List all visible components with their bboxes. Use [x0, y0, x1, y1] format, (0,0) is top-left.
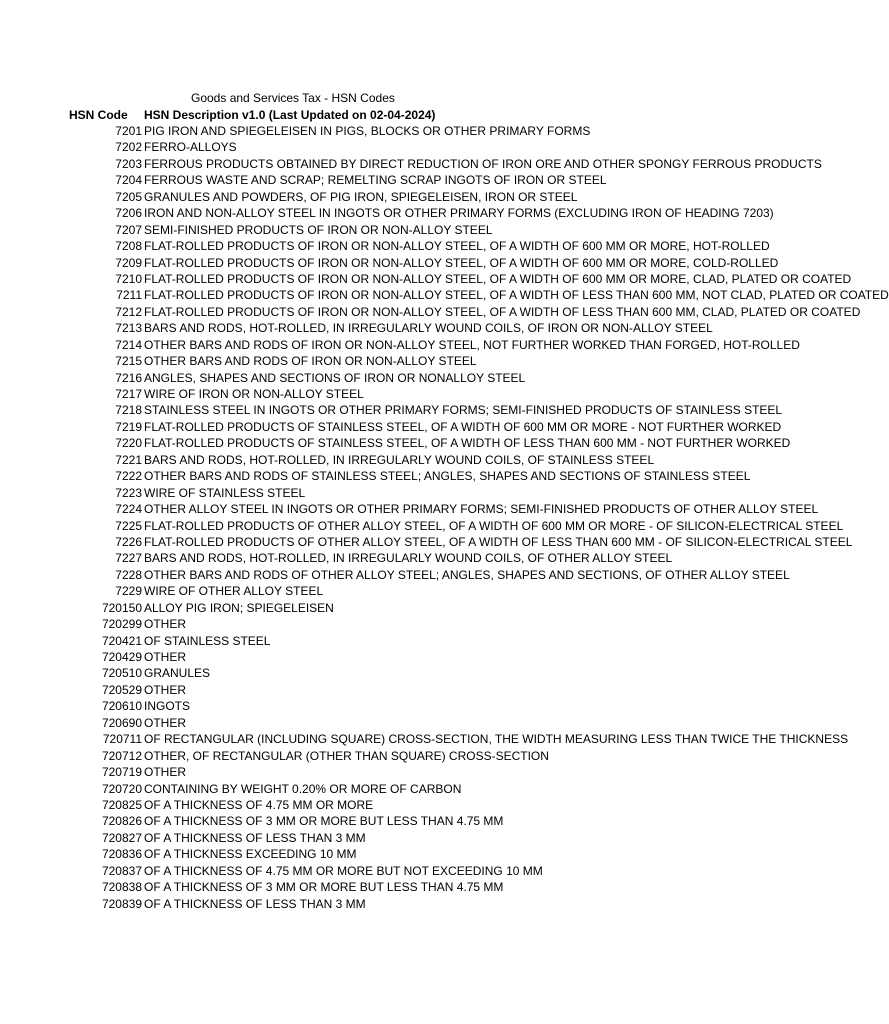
- hsn-code-cell: 7222: [115, 469, 142, 484]
- hsn-code-cell: 720720: [101, 781, 142, 796]
- table-row: [0, 468, 768, 484]
- hsn-code-cell: 7226: [115, 534, 142, 549]
- table-row: [0, 205, 774, 221]
- hsn-code-cell: 7218: [115, 403, 142, 418]
- table-row: [0, 813, 768, 829]
- hsn-code-cell: 720719: [101, 765, 142, 780]
- hsn-code-cell: 7210: [115, 271, 142, 286]
- hsn-description-cell: ANGLES, SHAPES AND SECTIONS OF IRON OR NONALLOY STEEL: [144, 370, 526, 385]
- table-row: [0, 337, 800, 353]
- table-row: [0, 633, 768, 649]
- hsn-description-cell: WIRE OF STAINLESS STEEL: [144, 485, 306, 500]
- table-row: [0, 353, 768, 369]
- hsn-description-cell: OF A THICKNESS OF 3 MM OR MORE BUT LESS THAN 4.75 MM: [144, 880, 504, 895]
- hsn-description-cell: OF A THICKNESS EXCEEDING 10 MM: [144, 847, 357, 862]
- table-row: [0, 320, 768, 336]
- hsn-description-cell: BARS AND RODS, HOT-ROLLED, IN IRREGULARLY WOUND COILS, OF STAINLESS STEEL: [144, 452, 655, 467]
- hsn-code-cell: 7203: [115, 156, 142, 171]
- table-row: [0, 402, 783, 418]
- hsn-code-cell: 7227: [115, 551, 142, 566]
- table-row: [0, 583, 768, 599]
- hsn-description-cell: INGOTS: [144, 699, 191, 714]
- table-row: [0, 682, 768, 698]
- hsn-description-cell: FLAT-ROLLED PRODUCTS OF IRON OR NON-ALLOY STEEL, OF A WIDTH OF 600 MM OR MORE, COLD-ROLLED: [144, 255, 779, 270]
- hsn-description-cell: WIRE OF OTHER ALLOY STEEL: [144, 584, 324, 599]
- table-row: [0, 485, 768, 501]
- table-header: [0, 107, 768, 123]
- table-row: [0, 139, 768, 155]
- hsn-description-cell: FERRO-ALLOYS: [144, 140, 237, 155]
- table-row: [0, 304, 861, 320]
- table-row: [0, 501, 819, 517]
- hsn-description-cell: OTHER ALLOY STEEL IN INGOTS OR OTHER PRIMARY FORMS; SEMI-FINISHED PRODUCTS OF OTHER ALLOY STEEL: [144, 502, 819, 517]
- hsn-description-cell: OF RECTANGULAR (INCLUDING SQUARE) CROSS-SECTION, THE WIDTH MEASURING LESS THAN TWICE THE THICKNESS: [144, 732, 849, 747]
- hsn-code-cell: 7211: [116, 288, 142, 303]
- hsn-code-cell: 7215: [115, 354, 142, 369]
- table-row: [0, 452, 768, 468]
- table-row: [0, 616, 768, 632]
- hsn-code-cell: 7206: [115, 206, 142, 221]
- hsn-description-cell: OF A THICKNESS OF 3 MM OR MORE BUT LESS THAN 4.75 MM: [144, 814, 504, 829]
- hsn-code-cell: 7212: [115, 304, 142, 319]
- table-row: [0, 189, 768, 205]
- table-row: [0, 600, 768, 616]
- hsn-code-cell: 720836: [101, 847, 142, 862]
- table-row: [0, 156, 822, 172]
- hsn-description-cell: FERROUS WASTE AND SCRAP; REMELTING SCRAP INGOTS OF IRON OR STEEL: [144, 173, 607, 188]
- hsn-code-cell: 720529: [101, 682, 142, 697]
- hsn-description-cell: FLAT-ROLLED PRODUCTS OF IRON OR NON-ALLOY STEEL, OF A WIDTH OF LESS THAN 600 MM, CLAD, PLATED OR COATED: [144, 304, 861, 319]
- hsn-description-cell: OTHER BARS AND RODS OF IRON OR NON-ALLOY STEEL: [144, 354, 477, 369]
- hsn-description-cell: OTHER: [144, 715, 186, 730]
- hsn-description-cell: OF A THICKNESS OF 4.75 MM OR MORE BUT NOT EXCEEDING 10 MM: [144, 863, 543, 878]
- hsn-code-cell: 720839: [101, 896, 142, 911]
- hsn-code-cell: 7220: [115, 436, 142, 451]
- hsn-description-cell: WIRE OF IRON OR NON-ALLOY STEEL: [144, 387, 364, 401]
- hsn-code-cell: 720712: [101, 748, 142, 763]
- hsn-description-cell: STAINLESS STEEL IN INGOTS OR OTHER PRIMARY FORMS; SEMI-FINISHED PRODUCTS OF STAINLESS STEEL: [144, 403, 783, 418]
- hsn-code-cell: 7213: [115, 321, 142, 336]
- hsn-code-cell: 720690: [101, 715, 142, 730]
- hsn-code-cell: 7204: [115, 173, 142, 188]
- table-row: [0, 879, 768, 895]
- hsn-description-cell: OTHER: [144, 617, 186, 632]
- hsn-code-cell: 7201: [115, 124, 142, 138]
- table-row: [0, 830, 768, 846]
- table-row: [0, 287, 889, 303]
- hsn-description-cell: OF A THICKNESS OF LESS THAN 3 MM: [144, 830, 366, 845]
- hsn-code-cell: 720610: [101, 699, 142, 714]
- hsn-description-cell: GRANULES: [144, 666, 211, 681]
- hsn-code-cell: 720421: [101, 633, 142, 648]
- hsn-code-cell: 720825: [101, 797, 142, 812]
- table-row: [0, 748, 768, 764]
- hsn-code-cell: 7205: [115, 189, 142, 204]
- table-row: [0, 731, 849, 747]
- table-row: [0, 222, 768, 238]
- table-row: [0, 255, 779, 271]
- table-row: [0, 698, 768, 714]
- table-row: [0, 435, 791, 451]
- table-row: [0, 781, 768, 797]
- hsn-code-cell: 720838: [101, 880, 142, 895]
- hsn-code-cell: 720429: [101, 650, 142, 664]
- hsn-description-cell: FERROUS PRODUCTS OBTAINED BY DIRECT REDUCTION OF IRON ORE AND OTHER SPONGY FERROUS PRODUCTS: [144, 156, 822, 171]
- hsn-code-cell: 720826: [101, 814, 142, 829]
- hsn-code-cell: 7224: [115, 502, 142, 517]
- hsn-code-cell: 7225: [115, 518, 142, 533]
- table-row: [0, 534, 853, 550]
- hsn-description-cell: OTHER BARS AND RODS OF STAINLESS STEEL; ANGLES, SHAPES AND SECTIONS OF STAINLESS STEEL: [144, 469, 751, 484]
- hsn-description-cell: OTHER, OF RECTANGULAR (OTHER THAN SQUARE) CROSS-SECTION: [144, 748, 549, 763]
- hsn-code-cell: 720299: [101, 617, 142, 632]
- hsn-description-cell: FLAT-ROLLED PRODUCTS OF IRON OR NON-ALLOY STEEL, OF A WIDTH OF 600 MM OR MORE, HOT-ROLLED: [144, 239, 770, 254]
- hsn-description-cell: FLAT-ROLLED PRODUCTS OF IRON OR NON-ALLOY STEEL, OF A WIDTH OF 600 MM OR MORE, CLAD, PLATED OR COATED: [144, 271, 852, 286]
- table-row: [0, 271, 852, 287]
- table-row: [0, 896, 768, 912]
- hsn-code-cell: 7208: [115, 239, 142, 254]
- hsn-code-cell: 720827: [101, 830, 142, 845]
- table-row: [0, 550, 768, 566]
- table-row: [0, 238, 768, 254]
- table-row: [0, 518, 844, 534]
- hsn-description-cell: SEMI-FINISHED PRODUCTS OF IRON OR NON-ALLOY STEEL: [144, 222, 493, 237]
- hsn-description-cell: CONTAINING BY WEIGHT 0.20% OR MORE OF CARBON: [144, 781, 462, 796]
- hsn-code-cell: 720837: [101, 863, 142, 878]
- hsn-description-cell: OTHER: [144, 650, 186, 664]
- hsn-code-cell: 7209: [115, 255, 142, 270]
- hsn-description-cell: OTHER: [144, 765, 186, 780]
- hsn-description-cell: OF A THICKNESS OF LESS THAN 3 MM: [144, 896, 366, 911]
- hsn-code-cell: 720711: [102, 732, 142, 747]
- hsn-description-cell: OF STAINLESS STEEL: [144, 633, 271, 648]
- table-row: [0, 567, 790, 583]
- column-header-hsn-description: HSN Description v1.0 (Last Updated on 02-04-2024): [144, 108, 436, 122]
- hsn-code-cell: 7221: [115, 452, 142, 467]
- hsn-description-cell: BARS AND RODS, HOT-ROLLED, IN IRREGULARLY WOUND COILS, OF IRON OR NON-ALLOY STEEL: [144, 321, 713, 336]
- table-row: [0, 764, 768, 780]
- hsn-description-cell: OF A THICKNESS OF 4.75 MM OR MORE: [144, 797, 374, 812]
- table-row: [0, 665, 768, 681]
- hsn-description-cell: OTHER BARS AND RODS OF IRON OR NON-ALLOY STEEL, NOT FURTHER WORKED THAN FORGED, HOT-ROLLED: [144, 337, 800, 352]
- table-row: [0, 386, 768, 402]
- table-row: [0, 797, 768, 813]
- hsn-description-cell: FLAT-ROLLED PRODUCTS OF IRON OR NON-ALLOY STEEL, OF A WIDTH OF LESS THAN 600 MM, NOT CLAD, PLATED OR COATED: [144, 288, 889, 303]
- hsn-code-cell: 7207: [115, 222, 142, 237]
- hsn-code-cell: 7219: [115, 419, 142, 434]
- hsn-code-cell: 7202: [115, 140, 142, 155]
- hsn-code-cell: 7214: [115, 337, 142, 352]
- document-title: Goods and Services Tax - HSN Codes: [191, 91, 395, 105]
- hsn-description-cell: ALLOY PIG IRON; SPIEGELEISEN: [144, 600, 334, 615]
- table-row: [0, 863, 768, 879]
- hsn-code-cell: 7229: [115, 584, 142, 599]
- hsn-description-cell: BARS AND RODS, HOT-ROLLED, IN IRREGULARLY WOUND COILS, OF OTHER ALLOY STEEL: [144, 551, 673, 566]
- column-header-hsn-code: HSN Code: [69, 108, 128, 122]
- table-row: [0, 715, 768, 731]
- table-row: [0, 649, 768, 665]
- hsn-description-cell: OTHER BARS AND RODS OF OTHER ALLOY STEEL; ANGLES, SHAPES AND SECTIONS, OF OTHER ALLOY STEEL: [144, 567, 790, 582]
- table-row: [0, 172, 768, 188]
- hsn-code-cell: 7223: [115, 485, 142, 500]
- table-row: [0, 370, 768, 386]
- table-row: [0, 846, 768, 862]
- table-row: [0, 123, 768, 139]
- table-row: [0, 419, 782, 435]
- hsn-description-cell: FLAT-ROLLED PRODUCTS OF STAINLESS STEEL, OF A WIDTH OF LESS THAN 600 MM - NOT FURTHER WORKED: [144, 436, 791, 451]
- hsn-description-cell: IRON AND NON-ALLOY STEEL IN INGOTS OR OTHER PRIMARY FORMS (EXCLUDING IRON OF HEADING 7203): [144, 206, 774, 221]
- hsn-description-cell: GRANULES AND POWDERS, OF PIG IRON, SPIEGELEISEN, IRON OR STEEL: [144, 189, 578, 204]
- hsn-code-cell: 720150: [101, 600, 142, 615]
- hsn-code-cell: 7216: [115, 370, 142, 385]
- hsn-table-body: [0, 123, 889, 912]
- hsn-description-cell: FLAT-ROLLED PRODUCTS OF STAINLESS STEEL, OF A WIDTH OF 600 MM OR MORE - NOT FURTHER WORKED: [144, 419, 782, 434]
- hsn-code-cell: 7217: [115, 387, 142, 401]
- hsn-description-cell: FLAT-ROLLED PRODUCTS OF OTHER ALLOY STEEL, OF A WIDTH OF 600 MM OR MORE - OF SILICON-ELECTRICAL STEEL: [144, 518, 844, 533]
- hsn-code-cell: 720510: [101, 666, 142, 681]
- hsn-description-cell: FLAT-ROLLED PRODUCTS OF OTHER ALLOY STEEL, OF A WIDTH OF LESS THAN 600 MM - OF SILICON-ELECTRICAL STEEL: [144, 534, 853, 549]
- hsn-code-cell: 7228: [115, 567, 142, 582]
- hsn-description-cell: OTHER: [144, 682, 186, 697]
- hsn-description-cell: PIG IRON AND SPIEGELEISEN IN PIGS, BLOCKS OR OTHER PRIMARY FORMS: [144, 124, 591, 138]
